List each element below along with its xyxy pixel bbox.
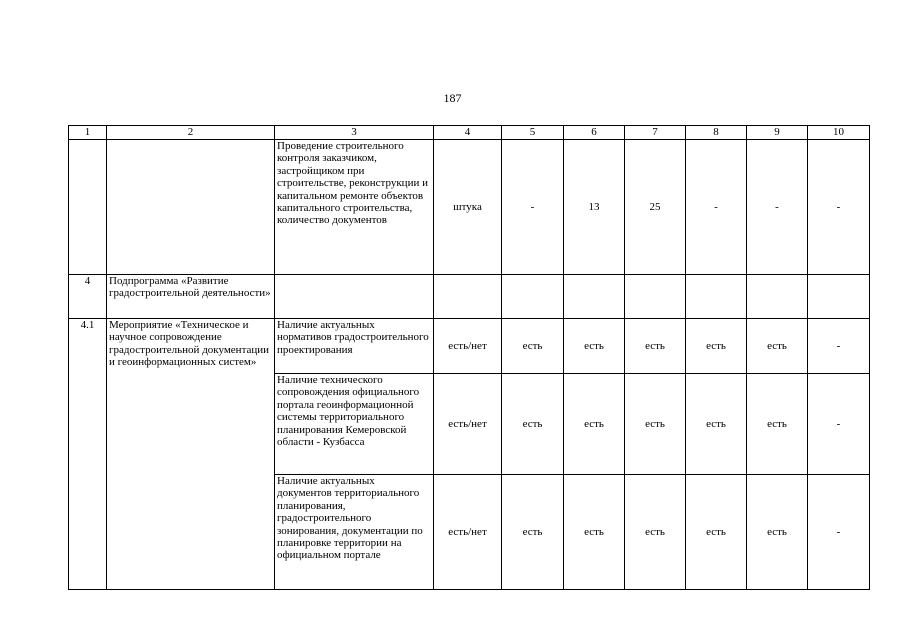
table-row xyxy=(69,140,870,275)
row-name-cell xyxy=(107,140,275,275)
unit-cell: есть/нет xyxy=(434,374,502,475)
value-cell: - xyxy=(808,140,870,275)
indicator-cell: Проведение строительного контроля заказчиком, застройщиком при строительстве, реконструкции и капитальном ремонте объектов капитального строительства, количество документов xyxy=(275,140,434,275)
value-cell: есть xyxy=(747,319,808,374)
header-cell: 9 xyxy=(747,126,808,140)
value-cell: - xyxy=(502,140,564,275)
empty-cell xyxy=(434,275,502,319)
row-name-cell: Мероприятие «Техническое и научное сопровождение градостроительной документации и геоинформационных систем» xyxy=(107,319,275,590)
value-cell: - xyxy=(808,475,870,590)
header-cell: 6 xyxy=(564,126,625,140)
unit-cell: есть/нет xyxy=(434,319,502,374)
unit-cell: штука xyxy=(434,140,502,275)
header-cell: 3 xyxy=(275,126,434,140)
value-cell: - xyxy=(808,319,870,374)
value-cell: - xyxy=(686,140,747,275)
header-cell: 8 xyxy=(686,126,747,140)
empty-cell xyxy=(564,275,625,319)
header-cell: 7 xyxy=(625,126,686,140)
unit-cell: есть/нет xyxy=(434,475,502,590)
value-cell: есть xyxy=(502,319,564,374)
header-cell: 5 xyxy=(502,126,564,140)
value-cell: есть xyxy=(686,374,747,475)
row-number-cell: 4.1 xyxy=(69,319,107,590)
empty-cell xyxy=(275,275,434,319)
row-name-cell: Подпрограмма «Развитие градостроительной деятельности» xyxy=(107,275,275,319)
indicators-table xyxy=(68,125,870,590)
value-cell: есть xyxy=(625,374,686,475)
value-cell: - xyxy=(747,140,808,275)
header-cell: 1 xyxy=(69,126,107,140)
empty-cell xyxy=(625,275,686,319)
value-cell: есть xyxy=(686,475,747,590)
row-number-cell: 4 xyxy=(69,275,107,319)
table-row xyxy=(69,275,870,319)
value-cell: есть xyxy=(686,319,747,374)
empty-cell xyxy=(686,275,747,319)
value-cell: 25 xyxy=(625,140,686,275)
indicator-cell: Наличие актуальных документов территориального планирования, градостроительного зонирования, документации по планировке территории на официальном портале xyxy=(275,475,434,590)
table-row xyxy=(69,319,870,374)
page-number: 187 xyxy=(443,91,462,105)
header-cell: 4 xyxy=(434,126,502,140)
indicator-cell: Наличие актуальных нормативов градостроительного проектирования xyxy=(275,319,434,374)
row-number-cell xyxy=(69,140,107,275)
value-cell: - xyxy=(808,374,870,475)
indicator-cell: Наличие технического сопровождения официального портала геоинформационной системы территориального планирования Кемеровской области - Кузбасса xyxy=(275,374,434,475)
value-cell: есть xyxy=(564,319,625,374)
value-cell: есть xyxy=(747,374,808,475)
header-cell: 10 xyxy=(808,126,870,140)
value-cell: 13 xyxy=(564,140,625,275)
value-cell: есть xyxy=(564,475,625,590)
value-cell: есть xyxy=(502,475,564,590)
empty-cell xyxy=(747,275,808,319)
header-cell: 2 xyxy=(107,126,275,140)
empty-cell xyxy=(808,275,870,319)
empty-cell xyxy=(502,275,564,319)
value-cell: есть xyxy=(564,374,625,475)
value-cell: есть xyxy=(502,374,564,475)
header-row xyxy=(69,126,870,140)
value-cell: есть xyxy=(625,319,686,374)
value-cell: есть xyxy=(625,475,686,590)
value-cell: есть xyxy=(747,475,808,590)
